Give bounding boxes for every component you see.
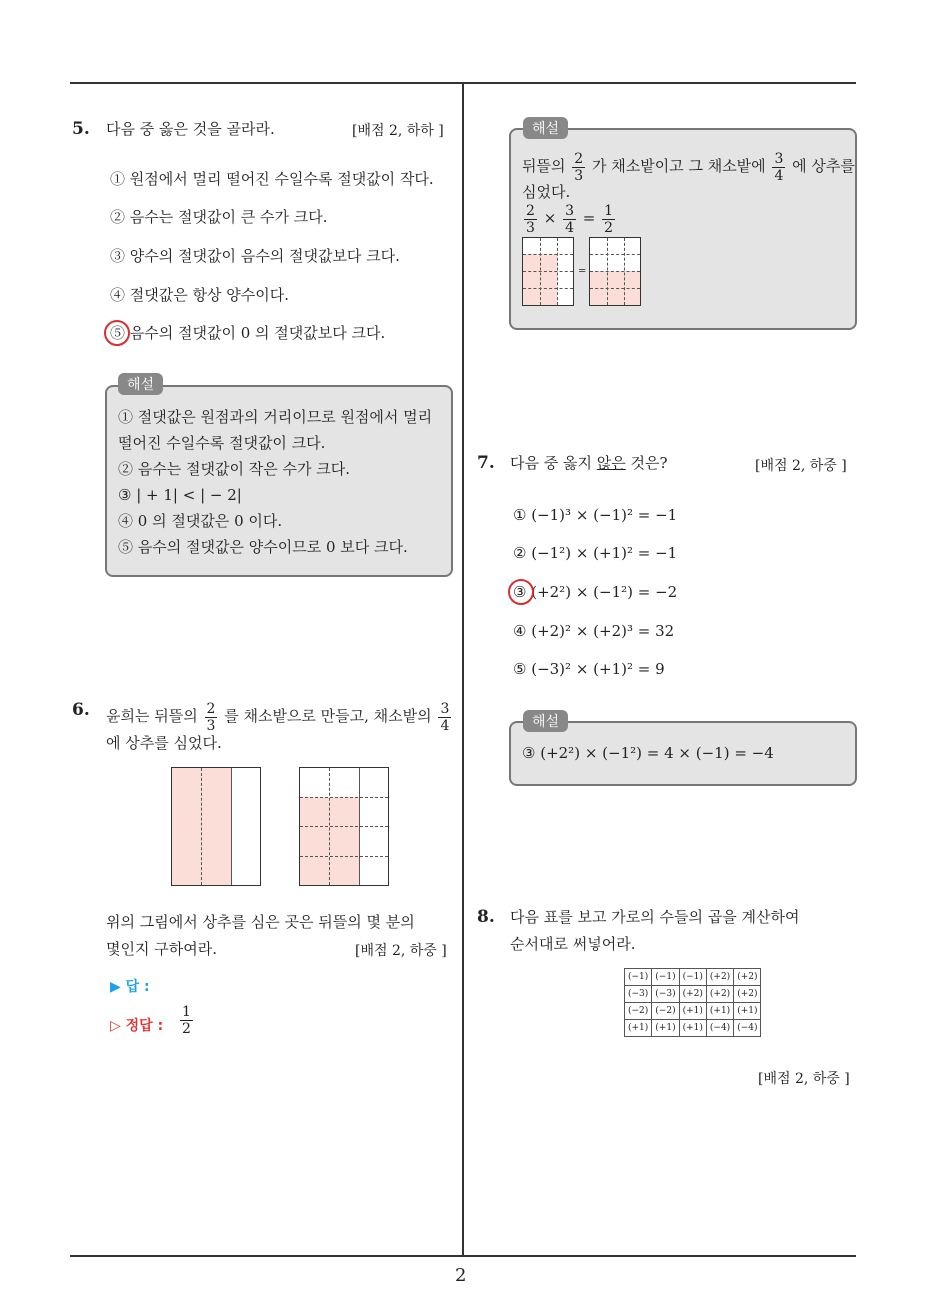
q6-expl-grid-right [589, 237, 641, 306]
q6-correct-label: ▷ 정답 : [110, 1018, 164, 1034]
q6-expl-line-1: 뒤뜰의 $\frac{2}{3}$ 가 채소밭이고 그 채소밭에 $\frac{3}{4}$ 에 상추를 [522, 150, 855, 184]
page-number: 2 [455, 1265, 467, 1286]
q7-option-1[interactable]: ① (−1)³ × (−1)² = −1 [513, 506, 678, 524]
q7-stem: 다음 중 옳지 않은 것은? [510, 454, 668, 472]
table-row: (−1) (−1) (−1) (+2) (+2) [625, 969, 761, 986]
q5-option-2[interactable]: ② 음수는 절댓값이 큰 수가 크다. [110, 208, 328, 226]
q6-fraction-3-4: $\frac{3}{4}$ [440, 700, 450, 734]
q5-option-4[interactable]: ④ 절댓값은 항상 양수이다. [110, 286, 289, 304]
q8-points: [배점 2, 하중 ] [758, 1071, 850, 1087]
q7-number: 7. [477, 453, 495, 473]
q7-answer-circle [508, 579, 534, 605]
q6-figure-lettuce [299, 767, 389, 886]
q6-stem-line-2: 에 상추를 심었다. [106, 734, 222, 752]
q5-expl-line-1: ① 절댓값은 원점과의 거리이므로 원점에서 멀리 [118, 408, 433, 426]
q5-option-5[interactable]: ⑤ 음수의 절댓값이 0 의 절댓값보다 크다. [110, 324, 386, 342]
q5-expl-line-6: ⑤ 음수의 절댓값은 양수이므로 0 보다 크다. [118, 538, 408, 556]
bottom-rule [70, 1255, 856, 1257]
q6-figure-garden [171, 767, 261, 886]
q5-option-1[interactable]: ① 원점에서 멀리 떨어진 수일수록 절댓값이 작다. [110, 170, 434, 188]
q8-stem-line-2: 순서대로 써넣어라. [510, 935, 636, 953]
table-row: (−2) (−2) (+1) (+1) (+1) [625, 1003, 761, 1020]
column-divider [462, 84, 464, 1256]
q7-points: [배점 2, 하중 ] [755, 458, 847, 474]
q5-answer-circle [104, 320, 130, 346]
q5-number: 5. [72, 119, 90, 139]
q6-expl-grid-left [522, 237, 574, 306]
q6-fraction-2-3: $\frac{2}{3}$ [206, 700, 216, 734]
q8-stem-line-1: 다음 표를 보고 가로의 수들의 곱을 계산하여 [510, 908, 800, 926]
q6-points: [배점 2, 하중 ] [355, 943, 447, 959]
q7-explanation-tag: 해설 [523, 710, 568, 732]
q6-stem: 윤희는 뒤뜰의 $\frac{2}{3}$ 를 채소밭으로 만들고, 채소밭의 $\frac{3}{4}$ [106, 700, 450, 734]
q5-option-3[interactable]: ③ 양수의 절댓값이 음수의 절댓값보다 크다. [110, 247, 400, 265]
q5-expl-line-4: ③ | + 1| < | − 2| [118, 486, 242, 504]
q5-expl-line-5: ④ 0 의 절댓값은 0 이다. [118, 512, 283, 530]
q5-explanation-tag: 해설 [118, 373, 163, 395]
q5-expl-line-3: ② 음수는 절댓값이 작은 수가 크다. [118, 460, 350, 478]
q7-option-4[interactable]: ④ (+2)² × (+2)³ = 32 [513, 622, 675, 640]
q8-number: 8. [477, 907, 495, 927]
q5-points: [배점 2, 하하 ] [352, 123, 444, 139]
q6-expl-grid-equals: = [578, 266, 587, 277]
q6-correct-answer: $\frac{1}{2}$ [182, 1004, 191, 1037]
q6-expl-line-2: 심었다. [522, 183, 571, 201]
q6-question-line-2: 몇인지 구하여라. [106, 940, 217, 958]
q7-option-5[interactable]: ⑤ (−3)² × (+1)² = 9 [513, 660, 665, 678]
table-row: (−3) (−3) (+2) (+2) (+2) [625, 986, 761, 1003]
q6-explanation-tag: 해설 [523, 117, 568, 139]
q5-expl-line-2: 떨어진 수일수록 절댓값이 크다. [118, 434, 326, 452]
q7-expl-line: ③ (+2²) × (−1²) = 4 × (−1) = −4 [522, 744, 774, 762]
q7-option-2[interactable]: ② (−1²) × (+1)² = −1 [513, 544, 678, 562]
q6-question-line-1: 위의 그림에서 상추를 심은 곳은 뒤뜰의 몇 분의 [106, 913, 415, 931]
q8-number-table [624, 968, 761, 1037]
q6-answer-label[interactable]: ▶ 답 : [110, 979, 150, 995]
q6-expl-equation: $\frac{2}{3}$ × $\frac{3}{4}$ = $\frac{1}{2}$ [526, 202, 614, 236]
q6-number: 6. [72, 700, 90, 720]
table-row: (+1) (+1) (+1) (−4) (−4) [625, 1020, 761, 1037]
q7-option-3[interactable]: ③ (+2²) × (−1²) = −2 [513, 583, 678, 601]
q5-stem: 다음 중 옳은 것을 골라라. [106, 120, 275, 138]
